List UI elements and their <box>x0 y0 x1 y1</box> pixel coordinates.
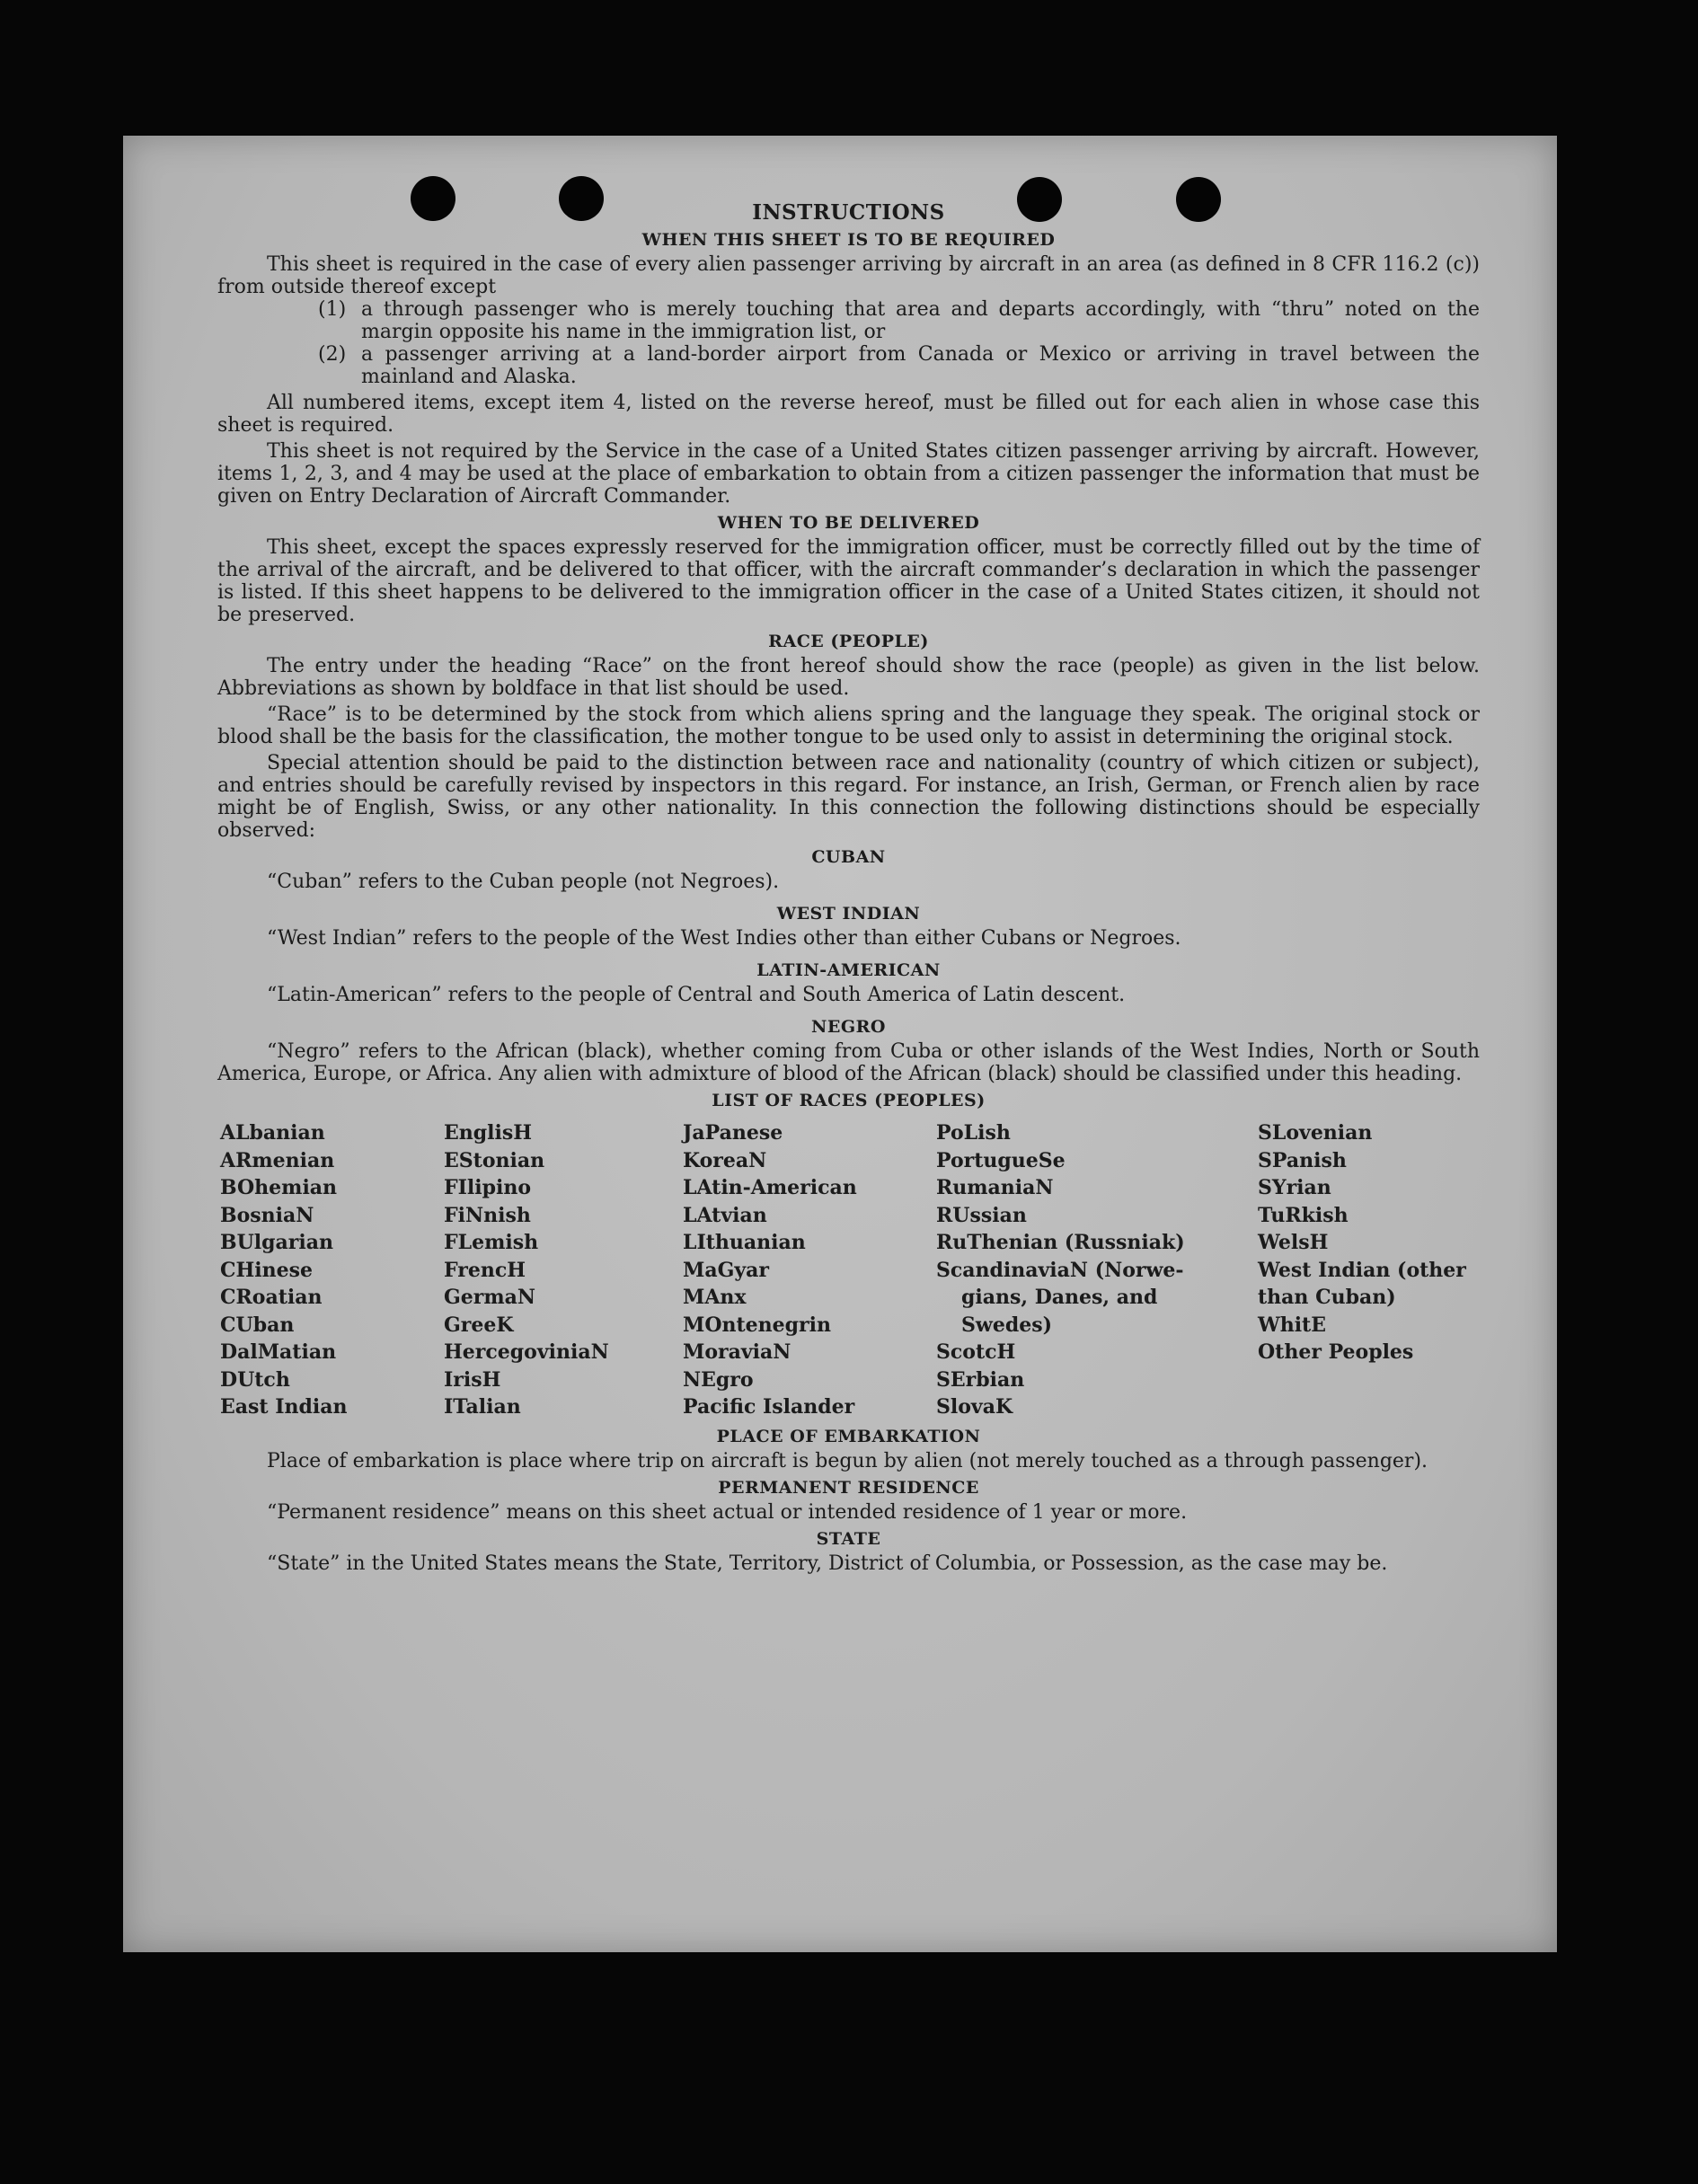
heading-cuban: CUBAN <box>811 847 886 867</box>
residence-text: “Permanent residence” means on this sheet actual or intended residence of 1 year or more. <box>267 1500 1188 1524</box>
race-entry: PortugueSe <box>936 1148 1066 1172</box>
race-entry: GermaN <box>444 1286 536 1309</box>
heading-delivered: WHEN TO BE DELIVERED <box>717 513 980 533</box>
races-column <box>683 1119 936 1421</box>
race-entry: Other Peoples <box>1258 1340 1414 1364</box>
latin-american-text: “Latin-American” refers to the people of Central and South America of Latin descent. <box>267 984 1126 1006</box>
race-entry: PoLish <box>936 1121 1011 1145</box>
race-entry: MoraviaN <box>683 1340 792 1364</box>
document-sheet <box>123 136 1557 1952</box>
cuban-text: “Cuban” refers to the Cuban people (not Negroes). <box>267 871 780 893</box>
races-column <box>936 1119 1258 1421</box>
race-entry: DUtch <box>220 1367 290 1392</box>
race-entry: SErbian <box>936 1367 1025 1392</box>
heading-race: RACE (PEOPLE) <box>768 632 929 651</box>
race-entry: ALbanian <box>220 1121 325 1145</box>
race-paragraph: “Race” is to be determined by the stock from which aliens spring and the language they speak. The original stock or blood shall be the basis for the classification, the mother tongue to be used only to assist in determining the original stock. <box>217 703 1480 748</box>
heading-negro: NEGRO <box>811 1017 886 1037</box>
race-entry: BOhemian <box>220 1176 338 1199</box>
race-entry: gians, Danes, and <box>961 1286 1158 1309</box>
race-entry: FrencH <box>444 1258 526 1282</box>
race-entry: LIthuanian <box>683 1231 806 1254</box>
race-entry: SPanish <box>1258 1148 1347 1172</box>
race-entry: Swedes) <box>961 1313 1052 1337</box>
race-entry: MOntenegrin <box>683 1313 831 1337</box>
page-title: INSTRUCTIONS <box>752 200 945 225</box>
race-entry: EStonian <box>444 1148 545 1172</box>
item-text: a passenger arriving at a land-border airport from Canada or Mexico or arriving in travel between the mainland and Alaska. <box>361 343 1480 388</box>
required-paragraph: This sheet is not required by the Service in the case of a United States citizen passenger arriving by aircraft. However, items 1, 2, 3, and 4 may be used at the place of embarkation to obtain from a citizen passenger the information that must be given on Entry Declaration of Aircraft Commander. <box>217 440 1480 508</box>
races-column <box>220 1119 444 1421</box>
exception-item <box>318 298 1480 343</box>
race-entry: SYrian <box>1258 1176 1331 1199</box>
race-paragraph: The entry under the heading “Race” on the front hereof should show the race (people) as given in the list below. Abbreviations as shown by boldface in that list should be used. <box>217 655 1480 700</box>
race-entry: JaPanese <box>683 1121 783 1145</box>
race-entry: FIlipino <box>444 1176 532 1199</box>
race-entry: RUssian <box>936 1203 1027 1227</box>
race-entry: RuThenian (Russniak) <box>936 1231 1185 1254</box>
heading-west-indian: WEST INDIAN <box>776 904 921 924</box>
race-entry: MAnx <box>683 1286 747 1309</box>
required-paragraph: All numbered items, except item 4, listed on the reverse hereof, must be filled out for each alien in whose case this sheet is required. <box>217 392 1480 437</box>
race-entry: IrisH <box>444 1367 501 1392</box>
race-entry: SlovaK <box>936 1395 1013 1419</box>
race-entry: KoreaN <box>683 1148 767 1172</box>
race-entry: CUban <box>220 1313 295 1337</box>
race-entry: RumaniaN <box>936 1176 1054 1199</box>
heading-required: WHEN THIS SHEET IS TO BE REQUIRED <box>641 230 1056 250</box>
race-entry: East Indian <box>220 1395 348 1419</box>
exception-item <box>318 343 1480 388</box>
race-entry: ScotcH <box>936 1340 1016 1364</box>
race-entry: CRoatian <box>220 1286 323 1309</box>
race-entry: WelsH <box>1258 1231 1329 1254</box>
instructions-body <box>217 200 1480 1575</box>
race-entry: NEgro <box>683 1367 754 1392</box>
race-entry: EnglisH <box>444 1121 533 1145</box>
race-entry: West Indian (other <box>1258 1258 1466 1282</box>
item-number: (1) <box>318 298 347 321</box>
heading-embarkation: PLACE OF EMBARKATION <box>716 1426 981 1446</box>
race-entry: MaGyar <box>683 1258 770 1282</box>
heading-residence: PERMANENT RESIDENCE <box>718 1477 979 1498</box>
races-column <box>1258 1119 1473 1421</box>
item-number: (2) <box>318 343 347 366</box>
race-entry: than Cuban) <box>1258 1286 1396 1309</box>
heading-races-list: LIST OF RACES (PEOPLES) <box>712 1091 986 1110</box>
state-text: “State” in the United States means the State, Territory, District of Columbia, or Possession, as the case may be. <box>267 1552 1388 1575</box>
race-entry: CHinese <box>220 1258 314 1282</box>
race-paragraph: Special attention should be paid to the distinction between race and nationality (country of which citizen or subject), and entries should be carefully revised by inspectors in this regard. For instance, an Irish, German, or French alien by race might be of English, Swiss, or any other nationality. In this connection the following distinctions should be especially observed: <box>217 752 1480 842</box>
race-entry: HercegoviniaN <box>444 1340 609 1364</box>
race-entry: TuRkish <box>1258 1203 1349 1227</box>
delivered-text: This sheet, except the spaces expressly reserved for the immigration officer, must be correctly filled out by the time of the arrival of the aircraft, and be delivered to that officer, with the aircraft commander’s declaration in which the passenger is listed. If this sheet happens to be delivered to the immigration officer in the case of a United States citizen, it should not be preserved. <box>217 536 1480 626</box>
race-entry: Pacific Islander <box>683 1395 855 1419</box>
race-entry: BUlgarian <box>220 1231 333 1254</box>
race-entry: ScandinaviaN (Norwe- <box>936 1258 1184 1282</box>
required-intro: This sheet is required in the case of every alien passenger arriving by aircraft in an area (as defined in 8 CFR 116.2 (c)) from outside thereof except <box>217 253 1480 298</box>
race-entry: FLemish <box>444 1231 539 1254</box>
race-entry: ARmenian <box>220 1148 335 1172</box>
race-entry: SLovenian <box>1258 1121 1373 1145</box>
heading-latin-american: LATIN-AMERICAN <box>756 960 941 980</box>
embarkation-text: Place of embarkation is place where trip on aircraft is begun by alien (not merely touched as a through passenger). <box>267 1449 1428 1472</box>
race-entry: WhitE <box>1258 1313 1326 1337</box>
race-entry: ITalian <box>444 1395 521 1419</box>
race-entry: FiNnish <box>444 1203 531 1227</box>
negro-text: “Negro” refers to the African (black), whether coming from Cuba or other islands of the West Indies, North or South America, Europe, or Africa. Any alien with admixture of blood of the African (black) should be classified under this heading. <box>217 1040 1480 1085</box>
race-entry: GreeK <box>444 1313 514 1337</box>
heading-state: STATE <box>816 1528 881 1549</box>
west-indian-text: “West Indian” refers to the people of the West Indies other than either Cubans or Negroes. <box>267 927 1181 950</box>
races-list <box>220 1119 1480 1421</box>
race-entry: DalMatian <box>220 1340 337 1364</box>
race-entry: LAtvian <box>683 1203 767 1227</box>
race-entry: LAtin-American <box>683 1176 857 1199</box>
race-entry: BosniaN <box>220 1203 314 1227</box>
races-column <box>444 1119 683 1421</box>
item-text: a through passenger who is merely touching that area and departs accordingly, with “thru” noted on the margin opposite his name in the immigration list, or <box>361 298 1480 343</box>
